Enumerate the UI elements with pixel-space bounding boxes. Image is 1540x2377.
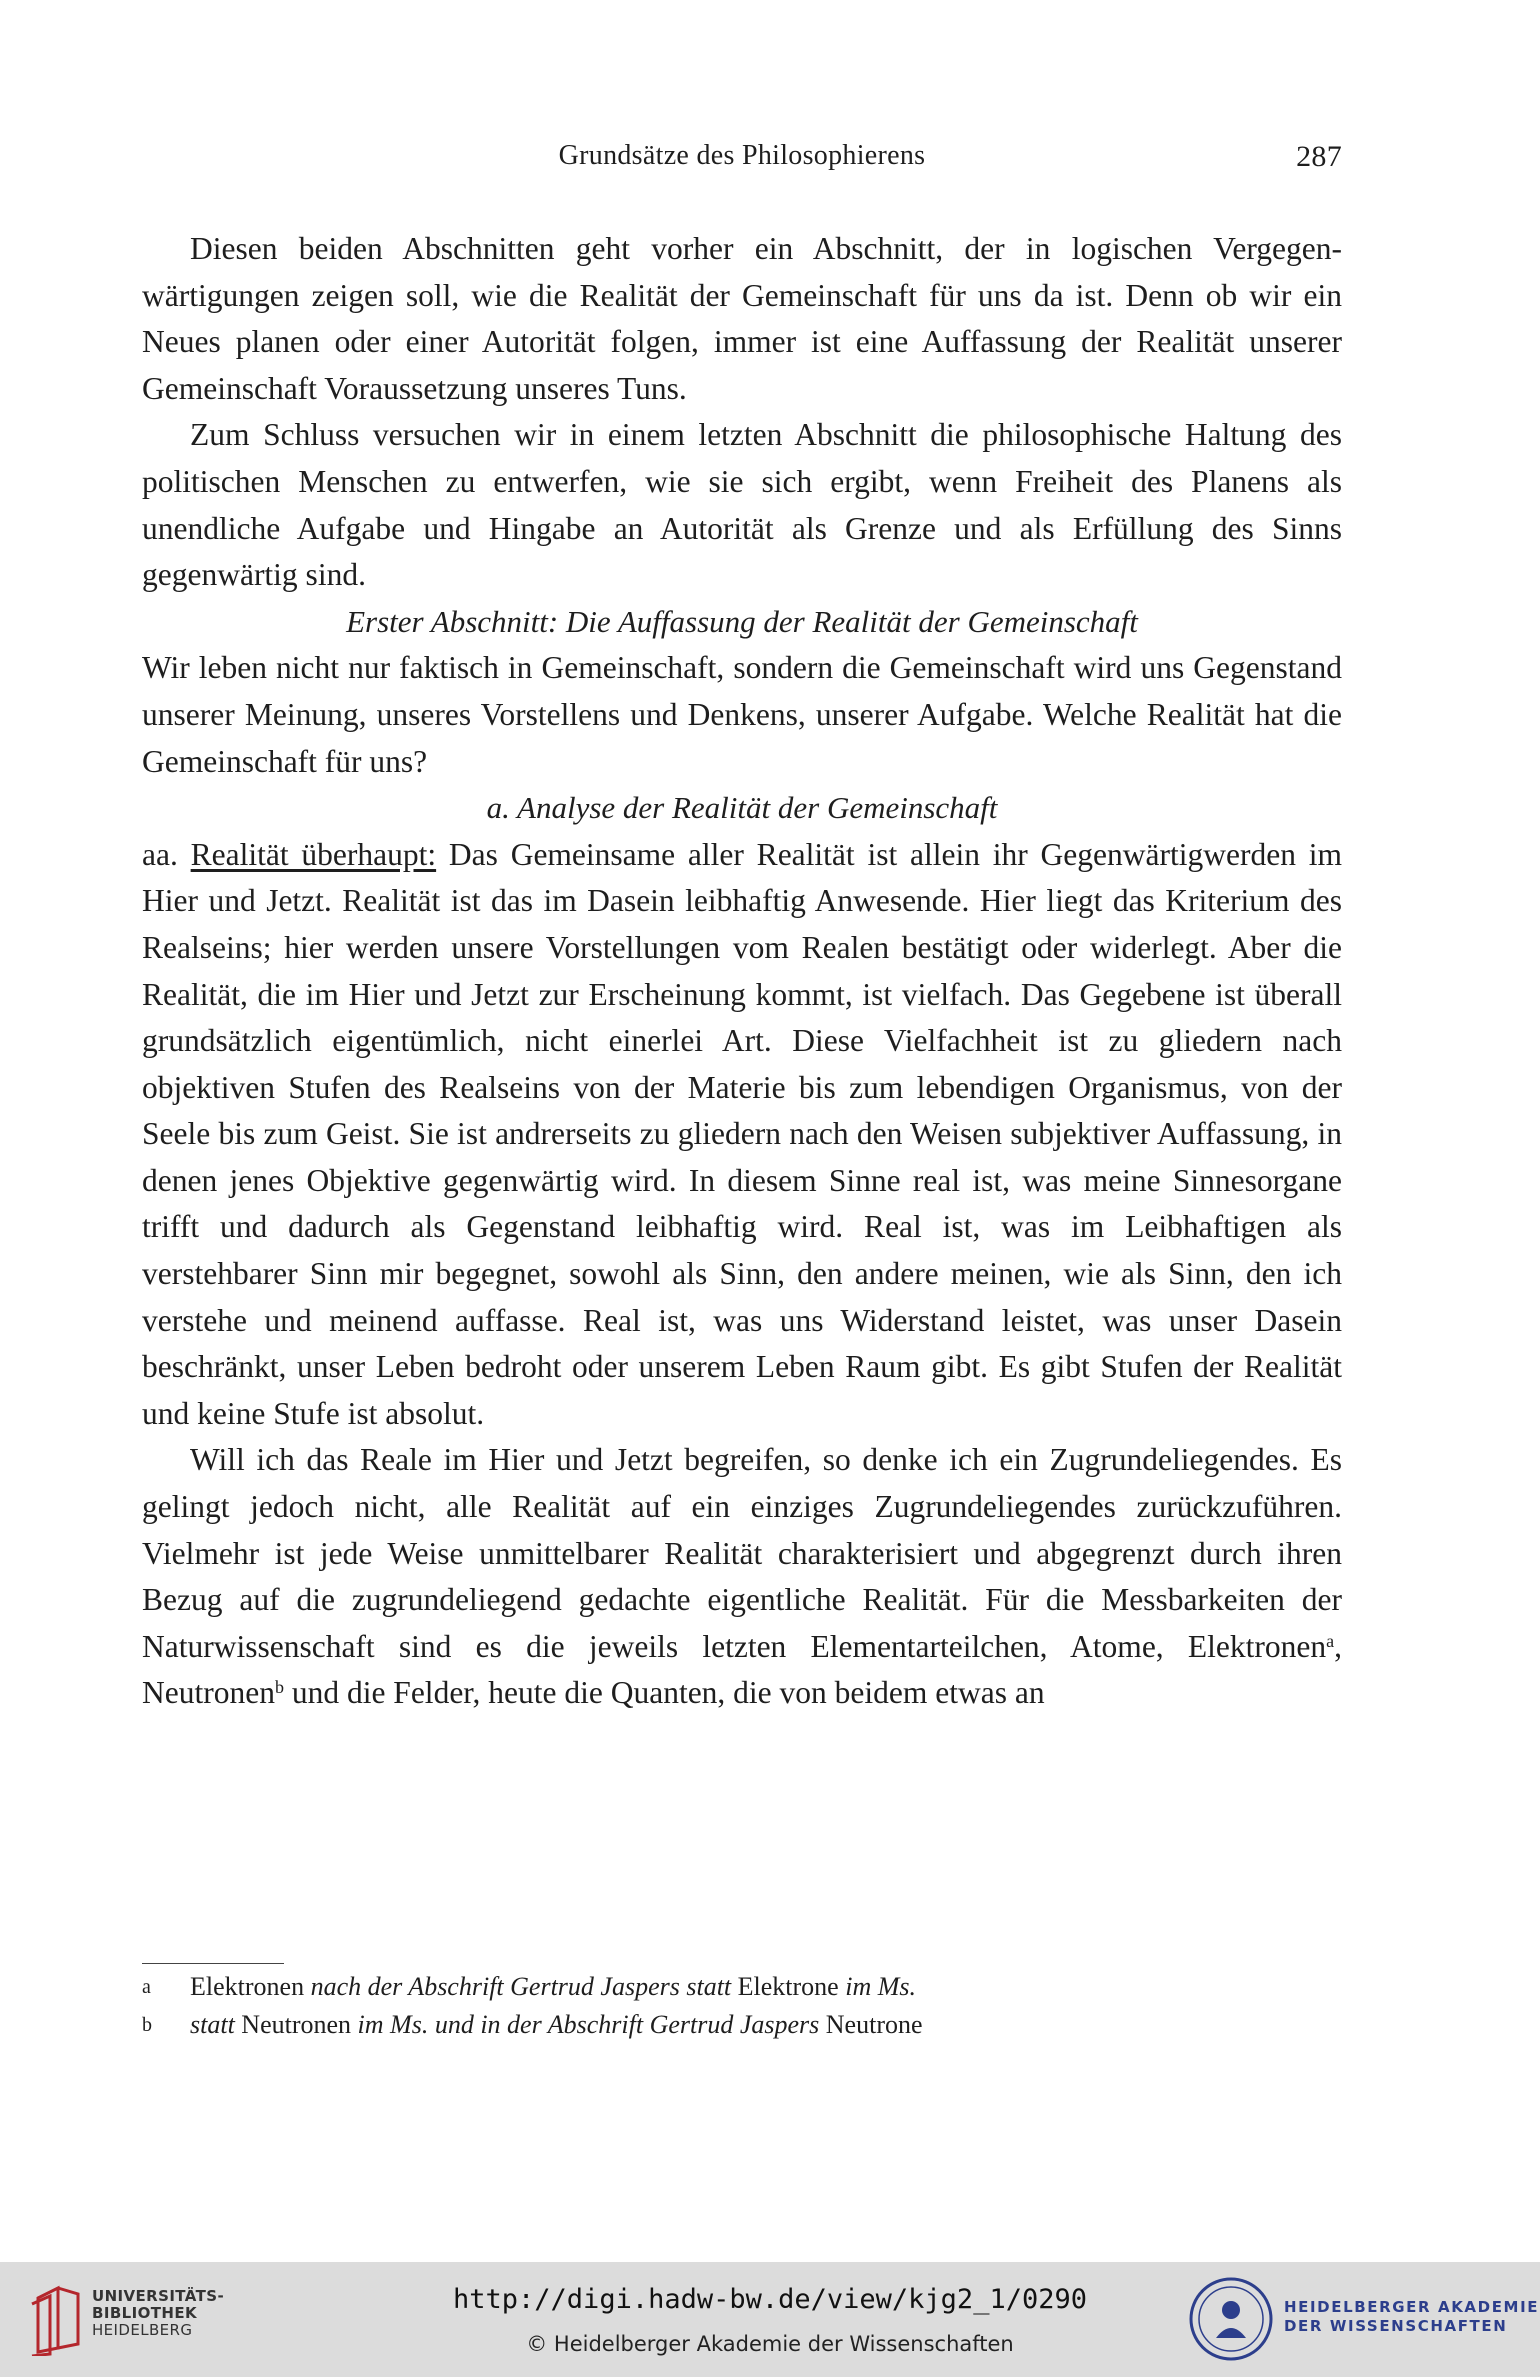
footnotes (142, 1968, 1342, 2044)
footnote-text: im Ms. und in der Abschrift Gertrud Jaspers (357, 2010, 826, 2039)
footnote-text: statt (190, 2010, 242, 2039)
paragraph (142, 832, 1342, 1438)
page-number: 287 (1296, 140, 1342, 173)
paragraph: Diesen beiden Abschnitten geht vorher ein Abschnitt, der in logischen Vergegenwärtigungen zeigen soll, wie die Realität der Gemeinschaft für uns da ist. Denn ob wir ein Neues planen oder einer Autorität folgen, immer ist eine Auffassung der Realität unserer Gemeinschaft Voraussetzung unseres Tuns. (142, 231, 1342, 406)
footnote-ref-a: a (1326, 1630, 1335, 1651)
running-head (142, 140, 1342, 180)
paragraph: Wir leben nicht nur faktisch in Gemeinschaft, sondern die Gemeinschaft wird uns Gegenstand unserer Meinung, unseres Vorstellens und Denkens, unserer Aufgabe. Welche Realität hat die Gemeinschaft für uns? (142, 650, 1342, 779)
paragraph-text: Das Gemeinsame aller Realität ist allein ihr Gegenwärtigwerden im Hier und Jetzt. Realität ist das im Dasein leibhaftig Anwesende. Hier liegt das Kriterium des Realseins; hier werden unsere Vorstellungen vom Realen bestätigt oder widerlegt. Aber die Realität, die im Hier und Jetzt zur Erscheinung kommt, ist vielfach. Das Gegebene ist überall grundsätzlich eigentümlich, nicht einerlei Art. Diese Vielfachheit ist zu gliedern nach objektiven Stufen des Realseins von der Materie bis zum lebendigen Organismus, von der Seele bis zum Geist. Sie ist andrerseits zu gliedern nach den Weisen subjektiver Auffassung, in denen jenes Objektive gegenwärtig wird. In diesem Sinne real ist, was meine Sinnesorgane trifft und dadurch als Gegenstand leibhaftig wird. Real ist, was im Leibhaftigen als verstehbarer Sinn mir begegnet, sowohl als Sinn, den andere meinen, wie als Sinn, den ich verstehe und meinend auffasse. Real ist, was uns Widerstand leistet, was unser Dasein beschränkt, unser Leben bedroht oder unserem Leben Raum gibt. Es gibt Stufen der Realität und keine Stufe ist absolut. (142, 836, 1342, 1431)
footnote-rule (142, 1963, 284, 1964)
footnote-ref-b: b (274, 1677, 284, 1698)
library-name-line: BIBLIOTHEK (92, 2304, 197, 2322)
library-name-line: UNIVERSITÄTS- (92, 2287, 225, 2305)
footnote (142, 2006, 1342, 2044)
underlined-term: Realität überhaupt: (190, 836, 437, 872)
paragraph-text: , Neutronen (142, 1628, 1342, 1711)
academy-seal-icon (1188, 2276, 1274, 2362)
library-name-line: HEIDELBERG (92, 2321, 193, 2339)
paragraph (142, 1437, 1342, 1717)
section-heading: Erster Abschnitt: Die Auffassung der Realität der Gemeinschaft (346, 603, 1138, 639)
paragraph-text: und die Felder, heute die Quanten, die von beidem etwas an (283, 1675, 1045, 1711)
academy-name (1284, 2298, 1539, 2336)
copyright-notice: © Heidelberger Akademie der Wissenschaften (526, 2332, 1014, 2356)
running-head-title: Grundsätze des Philosophierens (558, 140, 926, 171)
paragraph: Zum Schluss versuchen wir in einem letzten Abschnitt die philosophische Haltung des politischen Menschen zu entwerfen, wie sie sich ergibt, wenn Freiheit des Planens als unendliche Aufgabe und Hingabe an Autorität als Grenze und als Erfüllung des Sinns gegenwärtig sind. (142, 417, 1342, 593)
paragraph-text: Will ich das Reale im Hier und Jetzt begreifen, so denke ich ein Zugrundeliegendes. Es gelingt jedoch nicht, alle Realität auf ein einziges Zugrundeliegendes zurückzuführen. Vielmehr ist jede Weise unmittelbarer Realität charakterisiert und abgegrenzt durch ihren Bezug auf die zugrundeliegend gedachte eigentliche Realität. Für die Messbarkeiten der Naturwissenschaft sind es die jeweils letzten Elementarteilchen, Atome, Elektronen (142, 1442, 1342, 1664)
footnote-mark: b (142, 2014, 152, 2036)
subsection-heading: a. Analyse der Realität der Gemeinschaft (486, 790, 998, 826)
permalink-url[interactable]: http://digi.hadw-bw.de/view/kjg2_1/0290 (453, 2284, 1087, 2315)
footnote-text: im Ms. (845, 1972, 916, 2001)
viewer-footer (0, 2262, 1540, 2377)
footnote-text: Elektronen (190, 1972, 311, 2001)
body-text (142, 226, 1342, 1717)
footnote-text: Elektrone (737, 1972, 846, 2001)
footnote-mark: a (142, 1976, 151, 1998)
item-label: aa. (142, 836, 191, 872)
footnote (142, 1968, 1342, 2006)
academy-name-line: DER WISSENSCHAFTEN (1284, 2317, 1508, 2335)
academy-name-line: HEIDELBERGER AKADEMIE (1284, 2298, 1540, 2316)
footnote-text: Neutronen (241, 2010, 358, 2039)
footnote-text: Neutrone (825, 2010, 923, 2039)
footnote-text: nach der Abschrift Gertrud Jaspers statt (310, 1972, 738, 2001)
